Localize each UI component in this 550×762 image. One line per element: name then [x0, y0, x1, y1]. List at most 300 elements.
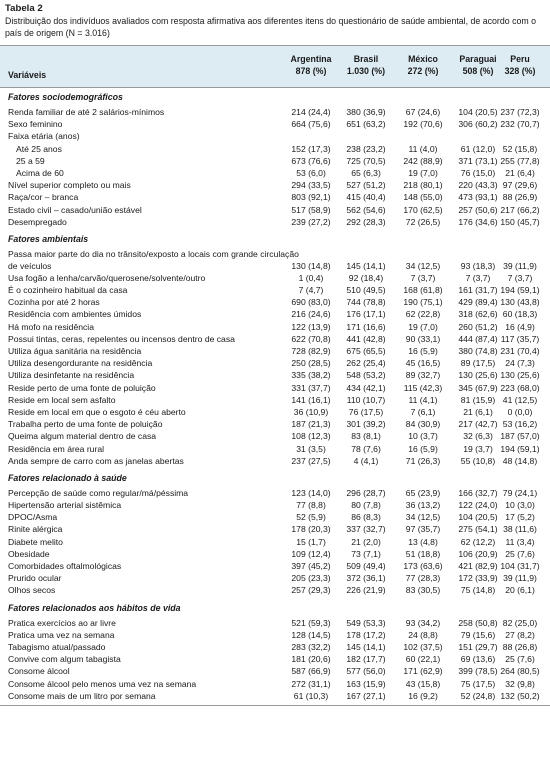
table-cell: 34 (12,5) — [405, 512, 441, 523]
table-cell: 21 (6,4) — [505, 167, 535, 178]
table-cell: 89 (17,5) — [460, 358, 496, 369]
table-row — [0, 511, 550, 523]
table-cell: 106 (20,9) — [458, 548, 498, 559]
table-cell: 104 (31,7) — [500, 561, 540, 571]
row-label: Residência em área rural — [8, 443, 105, 454]
row-label: Diabete melito — [8, 536, 63, 547]
table-cell: 421 (82,9) — [458, 561, 498, 571]
table-cell: 90 (33,1) — [405, 333, 441, 344]
row-label: Renda familiar de até 2 salários-mínimos — [8, 107, 165, 117]
table-cell: 102 (37,5) — [403, 641, 443, 652]
row-label: Pratica exercícios ao ar livre — [8, 617, 116, 628]
table-cell: 88 (26,9) — [502, 192, 538, 203]
table-row — [0, 333, 550, 345]
table-cell: 65 (6,3) — [351, 167, 381, 178]
table-cell: 67 (24,6) — [405, 107, 441, 117]
table-cell: 21 (6,1) — [463, 406, 493, 417]
table-cell: 76 (15,0) — [460, 167, 496, 178]
table-row — [0, 155, 550, 167]
table-cell: 220 (43,3) — [458, 180, 498, 191]
table-cell: 145 (14,1) — [346, 260, 386, 271]
table-cell: 167 (27,1) — [346, 690, 386, 701]
table-cell: 182 (17,7) — [346, 654, 386, 665]
table-cell: 104 (20,5) — [458, 107, 498, 117]
table-cell: 83 (30,5) — [405, 585, 441, 596]
row-label: Sexo feminino — [8, 119, 63, 130]
table-cell: 306 (60,2) — [458, 119, 498, 130]
row-label: Acima de 60 — [16, 167, 64, 178]
row-label: Obesidade — [8, 548, 50, 559]
table-cell: 39 (11,9) — [503, 260, 537, 271]
table-row — [0, 523, 550, 535]
table-cell: 52 (15,8) — [502, 143, 538, 154]
table-cell: 71 (26,3) — [405, 455, 441, 466]
table-cell: 161 (31,7) — [458, 285, 498, 296]
column-name: Peru — [510, 54, 530, 64]
table-cell: 275 (54,1) — [458, 524, 498, 535]
table-cell: 176 (34,6) — [458, 216, 498, 227]
table-row — [0, 357, 550, 369]
row-label: Reside em local em que o esgoto é céu aberto — [8, 406, 186, 417]
table-cell: 7 (3,7) — [465, 272, 491, 283]
table-cell: 31 (3,5) — [296, 443, 326, 454]
table-row — [0, 296, 550, 308]
table-row — [0, 629, 550, 641]
table-cell: 130 (25,6) — [458, 370, 498, 381]
table-row — [0, 345, 550, 357]
row-label: Possui tintas, ceras, repelentes ou incensos dentro de casa — [8, 333, 235, 344]
table-cell: 16 (5,9) — [408, 346, 438, 356]
table-row — [0, 690, 550, 702]
table-cell: 239 (27,2) — [291, 216, 331, 227]
table-cell: 92 (18,4) — [348, 272, 384, 283]
table-row — [0, 406, 550, 418]
table-cell: 43 (15,8) — [405, 678, 441, 689]
column-n: 508 (%) — [462, 66, 494, 76]
table-cell: 62 (12,2) — [460, 536, 496, 547]
column-name: Brasil — [353, 54, 379, 64]
table-row — [0, 499, 550, 511]
table-cell: 122 (13,9) — [291, 321, 331, 332]
table-row — [0, 130, 550, 142]
table-cell: 81 (15,9) — [460, 394, 496, 405]
table-cell: 39 (11,9) — [503, 573, 537, 584]
row-label: Queima algum material dentro de casa — [8, 431, 157, 442]
table-cell: 192 (70,6) — [403, 119, 443, 130]
table-cell: 577 (56,0) — [346, 666, 386, 677]
table-cell: 80 (7,8) — [351, 500, 381, 511]
table-cell: 32 (6,3) — [463, 431, 493, 442]
table-cell: 60 (18,3) — [502, 309, 538, 320]
table-cell: 89 (32,7) — [405, 370, 441, 381]
table-row — [0, 308, 550, 320]
column-header-mexico — [393, 53, 453, 77]
table-cell: 141 (16,1) — [291, 394, 331, 405]
table-cell: 673 (76,6) — [291, 155, 331, 166]
table-cell: 548 (53,2) — [346, 370, 386, 381]
table-cell: 11 (3,4) — [505, 536, 535, 547]
table-cell: 20 (6,1) — [505, 585, 535, 596]
table-cell: 123 (14,0) — [291, 487, 331, 498]
section-title: Fatores sociodemográficos — [8, 92, 123, 102]
table-cell: 19 (7,0) — [408, 321, 438, 332]
table-cell: 728 (82,9) — [291, 346, 331, 356]
row-label: Reside em local sem asfalto — [8, 394, 116, 405]
table-cell: 24 (8,8) — [408, 629, 438, 640]
table-cell: 61 (10,3) — [293, 690, 329, 701]
table-cell: 171 (16,6) — [346, 321, 386, 332]
table-cell: 41 (12,5) — [502, 394, 538, 405]
column-header-argentina — [281, 53, 341, 77]
table-row — [0, 204, 550, 216]
table-cell: 108 (12,3) — [291, 431, 331, 442]
table-cell: 345 (67,9) — [458, 382, 498, 393]
table-cell: 226 (21,9) — [346, 585, 386, 596]
table-cell: 73 (7,1) — [351, 548, 381, 559]
section-title: Fatores relacionado à saúde — [8, 472, 127, 483]
table-cell: 10 (3,7) — [408, 431, 438, 442]
row-label: Anda sempre de carro com as janelas abertas — [8, 455, 184, 466]
table-cell: 110 (10,7) — [346, 394, 386, 405]
table-cell: 151 (29,7) — [458, 641, 498, 652]
table-cell: 296 (28,7) — [346, 487, 386, 498]
table-cell: 429 (89,4) — [458, 297, 498, 308]
table-cell: 163 (15,9) — [346, 678, 386, 689]
table-cell: 260 (51,2) — [458, 321, 498, 332]
table-cell: 27 (8,2) — [505, 629, 535, 640]
table-cell: 76 (17,5) — [348, 406, 384, 417]
column-n: 1.030 (%) — [346, 66, 386, 76]
table-cell: 10 (3,0) — [505, 500, 535, 511]
table-cell: 88 (26,8) — [502, 641, 538, 652]
table-row — [0, 191, 550, 203]
table-cell: 257 (50,6) — [458, 204, 498, 215]
table-cell: 371 (73,1) — [458, 155, 498, 166]
table-cell: 24 (7,3) — [505, 358, 535, 369]
table-cell: 19 (7,0) — [408, 167, 438, 178]
table-row — [0, 443, 550, 455]
row-label: 25 a 59 — [16, 155, 45, 166]
row-label: Percepção de saúde como regular/má/péssima — [8, 487, 189, 498]
table-cell: 77 (28,3) — [405, 573, 441, 584]
row-label: Utiliza água sanitária na residência — [8, 346, 142, 356]
table-cell: 48 (14,8) — [502, 455, 538, 466]
table-cell: 172 (33,9) — [458, 573, 498, 584]
table-cell: 217 (66,2) — [500, 204, 540, 215]
bottom-rule — [0, 705, 550, 706]
section-title: Fatores ambientais — [8, 233, 89, 244]
table-cell: 397 (45,2) — [291, 561, 331, 571]
table-cell: 83 (8,1) — [351, 431, 381, 442]
table-cell: 527 (51,2) — [346, 180, 386, 191]
table-row — [0, 394, 550, 406]
table-cell: 337 (32,7) — [346, 524, 386, 535]
table-cell: 187 (21,3) — [291, 419, 331, 430]
table-cell: 130 (43,8) — [500, 297, 540, 308]
row-label: Desempregado — [8, 216, 67, 227]
row-label: Consome mais de um litro por semana — [8, 690, 156, 701]
table-cell: 75 (17,5) — [460, 678, 496, 689]
table-cell: 218 (80,1) — [403, 180, 443, 191]
table-cell: 145 (14,1) — [346, 641, 386, 652]
table-cell: 473 (93,1) — [458, 192, 498, 203]
table-cell: 257 (29,3) — [291, 585, 331, 596]
table-cell: 399 (78,5) — [458, 666, 498, 677]
row-label: Usa fogão a lenha/carvão/querosene/solvente/outro — [8, 272, 206, 283]
table-cell: 301 (39,2) — [346, 419, 386, 430]
table-cell: 622 (70,8) — [291, 333, 331, 344]
table-cell: 294 (33,5) — [291, 180, 331, 191]
table-row — [0, 641, 550, 653]
table-cell: 283 (32,2) — [291, 641, 331, 652]
table-cell: 168 (61,8) — [403, 285, 443, 296]
table-cell: 190 (75,1) — [403, 297, 443, 308]
table-cell: 60 (22,1) — [405, 654, 441, 665]
row-label: Nível superior completo ou mais — [8, 180, 131, 191]
table-cell: 549 (53,3) — [346, 617, 386, 628]
table-cell: 128 (14,5) — [291, 629, 331, 640]
table-row — [0, 572, 550, 584]
table-row — [0, 284, 550, 296]
row-label: DPOC/Asma — [8, 512, 58, 523]
table-cell: 32 (9,8) — [505, 678, 535, 689]
row-label: Pratica uma vez na semana — [8, 629, 115, 640]
table-cell: 255 (77,8) — [500, 155, 540, 166]
table-cell: 148 (55,0) — [403, 192, 443, 203]
table-cell: 109 (12,4) — [291, 548, 331, 559]
table-cell: 84 (30,9) — [405, 419, 441, 430]
table-cell: 238 (23,2) — [346, 143, 386, 154]
table-cell: 36 (13,2) — [405, 500, 441, 511]
table-cell: 415 (40,4) — [346, 192, 386, 203]
table-row — [0, 548, 550, 560]
row-label: Até 25 anos — [16, 143, 62, 154]
table-cell: 223 (68,0) — [500, 382, 540, 393]
table-cell: 187 (57,0) — [500, 431, 540, 442]
column-header-brasil — [336, 53, 396, 77]
table-cell: 62 (22,8) — [405, 309, 441, 320]
table-cell: 194 (59,1) — [500, 443, 540, 454]
table-cell: 0 (0,0) — [507, 406, 533, 417]
table-row — [0, 248, 550, 272]
table-row — [0, 617, 550, 629]
table-cell: 803 (92,1) — [291, 192, 331, 203]
table-row — [0, 179, 550, 191]
table-cell: 11 (4,0) — [408, 143, 438, 154]
table-cell: 150 (45,7) — [500, 216, 540, 227]
table-cell: 651 (63,2) — [346, 119, 386, 130]
table-cell: 380 (74,8) — [458, 346, 498, 356]
table-row — [0, 272, 550, 284]
table-row — [0, 487, 550, 499]
table-row — [0, 382, 550, 394]
table-caption: Distribuição dos indivíduos avaliados com resposta afirmativa aos diferentes itens do questionário de saúde ambiental, de acordo com o país de origem (N = 3.016) — [5, 16, 537, 38]
table-cell: 237 (27,5) — [291, 455, 331, 466]
table-cell: 7 (3,7) — [410, 272, 436, 283]
table-cell: 97 (29,6) — [502, 180, 538, 191]
table-cell: 52 (24,8) — [460, 690, 496, 701]
table-cell: 166 (32,7) — [458, 487, 498, 498]
table-cell: 264 (80,5) — [500, 666, 540, 677]
table-cell: 79 (15,6) — [460, 629, 496, 640]
table-cell: 45 (16,5) — [405, 358, 441, 369]
row-label: Reside perto de uma fonte de poluição — [8, 382, 156, 393]
table-cell: 170 (62,5) — [403, 204, 443, 215]
table-cell: 38 (11,6) — [503, 524, 537, 535]
table-row — [0, 167, 550, 179]
table-cell: 217 (42,7) — [458, 419, 498, 430]
table-cell: 262 (25,4) — [346, 358, 386, 369]
row-label: Residência com ambientes úmidos — [8, 309, 142, 320]
row-label: Estado civil – casado/união estável — [8, 204, 142, 215]
table-cell: 13 (4,8) — [408, 536, 438, 547]
table-cell: 232 (70,7) — [500, 119, 540, 130]
table-cell: 17 (5,2) — [505, 512, 535, 523]
table-cell: 93 (18,3) — [460, 260, 496, 271]
row-label: Comorbidades oftalmológicas — [8, 561, 122, 571]
row-label: Utiliza desinfetante na residência — [8, 370, 135, 381]
table-row — [0, 653, 550, 665]
table-cell: 664 (75,6) — [291, 119, 331, 130]
table-cell: 16 (9,2) — [408, 690, 438, 701]
table-cell: 434 (42,1) — [346, 382, 386, 393]
table-row — [0, 321, 550, 333]
table-title: Tabela 2 — [5, 3, 43, 14]
table-row — [0, 143, 550, 155]
row-label: É o cozinheiro habitual da casa — [8, 285, 128, 296]
table-cell: 510 (49,5) — [346, 285, 386, 296]
table-row — [0, 118, 550, 130]
table-cell: 380 (36,9) — [346, 107, 386, 117]
table-cell: 16 (4,9) — [505, 321, 535, 332]
row-label: Raça/cor – branca — [8, 192, 79, 203]
table-cell: 132 (50,2) — [500, 690, 540, 701]
table-cell: 216 (24,6) — [291, 309, 331, 320]
table-cell: 86 (8,3) — [351, 512, 381, 523]
column-n: 328 (%) — [504, 66, 536, 76]
table-cell: 53 (16,2) — [502, 419, 538, 430]
row-label: Convive com algum tabagista — [8, 654, 121, 665]
table-cell: 171 (62,9) — [403, 666, 443, 677]
table-cell: 675 (65,5) — [346, 346, 386, 356]
table-cell: 97 (35,7) — [405, 524, 441, 535]
table-cell: 331 (37,7) — [291, 382, 331, 393]
table-cell: 51 (18,8) — [405, 548, 441, 559]
table-cell: 181 (20,6) — [291, 654, 331, 665]
table-cell: 237 (72,3) — [500, 107, 540, 117]
column-name: Paraguai — [459, 54, 497, 64]
row-label: Trabalha perto de uma fonte de poluição — [8, 419, 163, 430]
table-cell: 250 (28,5) — [291, 358, 331, 369]
table-cell: 122 (24,0) — [458, 500, 498, 511]
table-cell: 52 (5,9) — [296, 512, 326, 523]
table-row — [0, 584, 550, 596]
table-cell: 115 (42,3) — [403, 382, 443, 393]
row-label: Tabagismo atual/passado — [8, 641, 106, 652]
table-cell: 25 (7,6) — [505, 548, 535, 559]
table-cell: 318 (62,6) — [458, 309, 498, 320]
table-cell: 152 (17,3) — [291, 143, 331, 154]
table-cell: 521 (59,3) — [291, 617, 331, 628]
table-cell: 242 (88,9) — [403, 155, 443, 166]
table-cell: 292 (28,3) — [346, 216, 386, 227]
table-cell: 176 (17,1) — [346, 309, 386, 320]
table-cell: 690 (83,0) — [291, 297, 331, 308]
column-n: 878 (%) — [295, 66, 327, 76]
table-cell: 21 (2,0) — [351, 536, 381, 547]
table-cell: 53 (6,0) — [296, 167, 326, 178]
table-cell: 194 (59,1) — [500, 285, 540, 296]
row-label: Rinite alérgica — [8, 524, 63, 535]
column-name: México — [408, 54, 438, 64]
table-cell: 78 (7,6) — [351, 443, 381, 454]
table-cell: 1 (0,4) — [298, 272, 324, 283]
table-cell: 77 (8,8) — [296, 500, 326, 511]
table-cell: 7 (6,1) — [410, 406, 436, 417]
table-cell: 34 (12,5) — [405, 260, 441, 271]
table-cell: 7 (3,7) — [507, 272, 533, 283]
table-row — [0, 678, 550, 690]
table-cell: 744 (78,8) — [346, 297, 386, 308]
table-cell: 178 (17,2) — [346, 629, 386, 640]
row-label: Consome álcool pelo menos uma vez na semana — [8, 678, 197, 689]
table-cell: 130 (14,8) — [291, 260, 331, 271]
table-cell: 517 (58,9) — [291, 204, 331, 215]
table-cell: 4 (4,1) — [353, 455, 379, 466]
table-cell: 372 (36,1) — [346, 573, 386, 584]
row-label: Prurido ocular — [8, 573, 62, 584]
row-label: Cozinha por até 2 horas — [8, 297, 100, 308]
table-cell: 587 (66,9) — [291, 666, 331, 677]
row-label: Passa maior parte do dia no trânsito/exposto a locais com grande circulação de veículos — [8, 248, 299, 271]
table-cell: 55 (10,8) — [460, 455, 496, 466]
table-cell: 82 (25,0) — [502, 617, 538, 628]
table-row — [0, 369, 550, 381]
table-row — [0, 455, 550, 467]
header-rule — [0, 87, 550, 88]
row-label: Há mofo na residência — [8, 321, 94, 332]
table-cell: 19 (3,7) — [463, 443, 493, 454]
table-cell: 258 (50,8) — [458, 617, 498, 628]
row-label: Consome álcool — [8, 666, 70, 677]
variables-header: Variáveis — [8, 70, 47, 80]
table-row — [0, 560, 550, 572]
table-cell: 65 (23,9) — [405, 487, 441, 498]
row-label: Olhos secos — [8, 585, 56, 596]
column-n: 272 (%) — [407, 66, 439, 76]
table-cell: 104 (20,5) — [458, 512, 498, 523]
table-cell: 335 (38,2) — [291, 370, 331, 381]
table-row — [0, 665, 550, 677]
table-cell: 562 (54,6) — [346, 204, 386, 215]
table-cell: 69 (13,6) — [460, 654, 496, 665]
table-cell: 173 (63,6) — [403, 561, 443, 571]
table-cell: 7 (4,7) — [298, 285, 324, 296]
table-cell: 25 (7,6) — [505, 654, 535, 665]
table-cell: 205 (23,3) — [291, 573, 331, 584]
table-cell: 79 (24,1) — [502, 487, 538, 498]
table-cell: 231 (70,4) — [500, 346, 540, 356]
table-cell: 272 (31,1) — [291, 678, 331, 689]
section-title: Fatores relacionados aos hábitos de vida — [8, 602, 181, 613]
table-cell: 444 (87,4) — [458, 333, 498, 344]
row-label: Utiliza desengordurante na residência — [8, 358, 153, 369]
table-cell: 441 (42,8) — [346, 333, 386, 344]
table-body — [0, 92, 550, 706]
table-cell: 72 (26,5) — [405, 216, 441, 227]
row-label: Hipertensão arterial sistêmica — [8, 500, 122, 511]
table-cell: 75 (14,8) — [460, 585, 496, 596]
